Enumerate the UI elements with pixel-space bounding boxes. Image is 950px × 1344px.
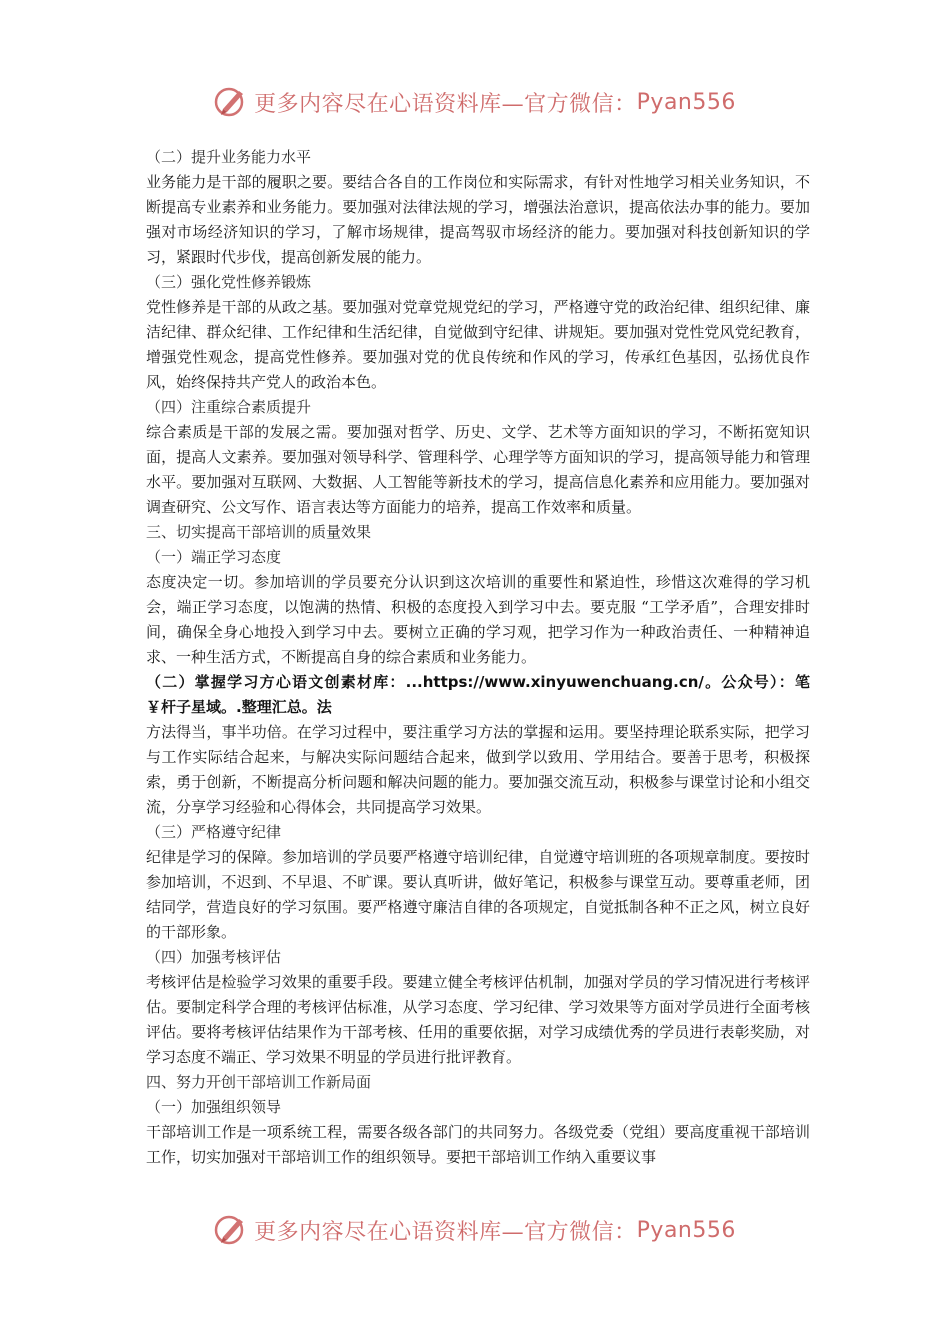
banner-text: 更多内容尽在心语资料库—官方微信： — [254, 1219, 637, 1245]
paragraph: 综合素质是干部的发展之需。要加强对哲学、历史、文学、艺术等方面知识的学习，不断拓宽知识面，提高人文素养。要加强对领导科学、管理科学、心理学等方面知识的学习，提高领导能力和管理水平。要加强对互联网、大数据、人工智能等新技术的学习，提高信息化素养和应用能力。要加强对调查研究、公文写作、语言表达等方面能力的培养，提高工作效率和质量。 — [146, 423, 810, 516]
section-heading: （一）加强组织领导 — [146, 1098, 282, 1116]
footer-watermark-banner — [0, 1210, 950, 1250]
document-body — [146, 145, 810, 1170]
banner-wechat-id: Pyan556 — [636, 1217, 736, 1243]
paragraph: 纪律是学习的保障。参加培训的学员要严格遵守培训纪律，自觉遵守培训班的各项规章制度。要按时参加培训，不迟到、不早退、不旷课。要认真听讲，做好笔记，积极参与课堂互动。要尊重老师，团结同学，营造良好的学习氛围。要严格遵守廉洁自律的各项规定，自觉抵制各种不正之风，树立良好的干部形象。 — [146, 848, 810, 941]
paragraph: 党性修养是干部的从政之基。要加强对党章党规党纪的学习，严格遵守党的政治纪律、组织纪律、廉洁纪律、群众纪律、工作纪律和生活纪律，自觉做到守纪律、讲规矩。要加强对党性党风党纪教育，增强党性观念，提高党性修养。要加强对党的优良传统和作风的学习，传承红色基因，弘扬优良作风，始终保持共产党人的政治本色。 — [146, 298, 810, 391]
paragraph: 业务能力是干部的履职之要。要结合各自的工作岗位和实际需求，有针对性地学习相关业务知识，不断提高专业素养和业务能力。要加强对法律法规的学习，增强法治意识，提高依法办事的能力。要加强对市场经济知识的学习，了解市场规律，提高驾驭市场经济的能力。要加强对科技创新知识的学习，紧跟时代步伐，提高创新发展的能力。 — [146, 173, 810, 266]
chapter-heading: 四、努力开创干部培训工作新局面 — [146, 1073, 372, 1091]
section-heading: （三）严格遵守纪律 — [146, 823, 282, 841]
chapter-heading: 三、切实提高干部培训的质量效果 — [146, 523, 372, 541]
header-watermark-banner — [0, 82, 950, 122]
bold-heading-with-watermark: （二）掌握学习方心语文创素材库：...https://www.xinyuwenchuang.cn/。公众号）：笔￥杆子星域。.整理汇总。法 — [146, 673, 810, 716]
banner-text: 更多内容尽在心语资料库—官方微信： — [254, 91, 637, 117]
paragraph: 考核评估是检验学习效果的重要手段。要建立健全考核评估机制，加强对学员的学习情况进行考核评估。要制定科学合理的考核评估标准，从学习态度、学习纪律、学习效果等方面对学员进行全面考核评估。要将考核评估结果作为干部考核、任用的重要依据，对学习成绩优秀的学员进行表彰奖励，对学习态度不端正、学习效果不明显的学员进行批评教育。 — [146, 973, 810, 1066]
pen-logo-icon — [214, 1213, 248, 1247]
section-heading: （三）强化党性修养锻炼 — [146, 273, 312, 291]
paragraph: 方法得当，事半功倍。在学习过程中，要注重学习方法的掌握和运用。要坚持理论联系实际，把学习与工作实际结合起来，与解决实际问题结合起来，做到学以致用、学用结合。要善于思考，积极探索，勇于创新，不断提高分析问题和解决问题的能力。要加强交流互动，积极参与课堂讨论和小组交流，分享学习经验和心得体会，共同提高学习效果。 — [146, 723, 810, 816]
section-heading: （四）加强考核评估 — [146, 948, 282, 966]
paragraph: 干部培训工作是一项系统工程，需要各级各部门的共同努力。各级党委（党组）要高度重视干部培训工作，切实加强对干部培训工作的组织领导。要把干部培训工作纳入重要议事 — [146, 1123, 810, 1166]
section-heading: （一）端正学习态度 — [146, 548, 282, 566]
section-heading: （二）提升业务能力水平 — [146, 148, 312, 166]
pen-logo-icon — [214, 85, 248, 119]
paragraph: 态度决定一切。参加培训的学员要充分认识到这次培训的重要性和紧迫性，珍惜这次难得的学习机会，端正学习态度，以饱满的热情、积极的态度投入到学习中去。要克服 “工学矛盾”，合理安排时间，确保全身心地投入到学习中去。要树立正确的学习观，把学习作为一种政治责任、一种精神追求、一种生活方式，不断提高自身的综合素质和业务能力。 — [146, 573, 810, 666]
banner-wechat-id: Pyan556 — [636, 89, 736, 115]
section-heading: （四）注重综合素质提升 — [146, 398, 312, 416]
